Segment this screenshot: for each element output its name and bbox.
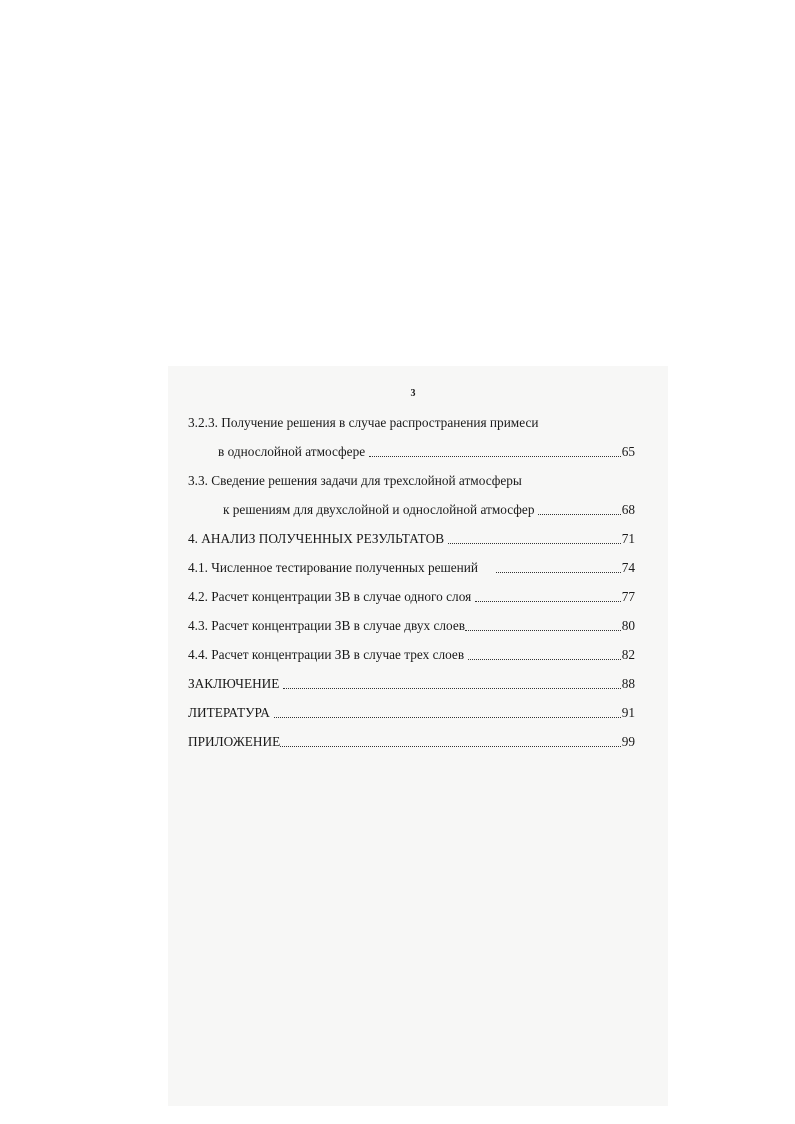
toc-entry-label: 4. АНАЛИЗ ПОЛУЧЕННЫХ РЕЗУЛЬТАТОВ (188, 531, 445, 546)
toc-page-number: 71 (621, 531, 635, 546)
dot-leader (448, 542, 621, 544)
toc-page-number: 88 (621, 676, 635, 691)
dot-leader (465, 629, 621, 631)
toc-page-number: 82 (621, 647, 635, 662)
toc-entry-label: 4.2. Расчет концентрации ЗВ в случае одного слоя (188, 589, 472, 604)
dot-leader (369, 455, 621, 457)
toc-page-number: 77 (621, 589, 635, 604)
toc-entry-label: ЗАКЛЮЧЕНИЕ (188, 676, 280, 691)
toc-entry-conclusion[interactable] (188, 674, 635, 694)
toc-page-number: 99 (621, 734, 635, 749)
toc-entry-4[interactable] (188, 529, 635, 549)
toc-entry-3-3-line1 (188, 471, 522, 491)
dot-leader (468, 658, 621, 660)
toc-entry-literature[interactable] (188, 703, 635, 723)
dot-leader (496, 571, 621, 573)
toc-entry-label: 3.3. Сведение решения задачи для трехслойной атмосферы (188, 473, 522, 488)
toc-entry-label: 4.4. Расчет концентрации ЗВ в случае трех слоев (188, 647, 465, 662)
toc-entry-4-2[interactable] (188, 587, 635, 607)
toc-page-number: 91 (621, 705, 635, 720)
toc-page-number: 74 (621, 560, 635, 575)
toc-entry-label: 4.3. Расчет концентрации ЗВ в случае двух слоев (188, 618, 466, 633)
toc-entry-label: в однослойной атмосфере (218, 444, 366, 459)
dot-leader (280, 745, 620, 747)
toc-page-number: 80 (621, 618, 635, 633)
toc-entry-3-2-3-line2[interactable] (218, 442, 635, 462)
dot-leader (274, 716, 621, 718)
toc-entry-label: 4.1. Численное тестирование полученных решений (188, 560, 479, 575)
dot-leader (283, 687, 620, 689)
toc-entry-label: к решениям для двухслойной и однослойной атмосфер (223, 502, 535, 517)
dot-leader (475, 600, 621, 602)
toc-page-number: 68 (621, 502, 635, 517)
toc-entry-3-2-3-line1 (188, 413, 538, 433)
toc-entry-appendix[interactable] (188, 732, 635, 752)
toc-entry-3-3-line2[interactable] (223, 500, 635, 520)
page-number: 3 (410, 388, 416, 399)
dot-leader (538, 513, 620, 515)
toc-entry-4-4[interactable] (188, 645, 635, 665)
toc-page-number: 65 (621, 444, 635, 459)
toc-entry-label: ПРИЛОЖЕНИЕ (188, 734, 281, 749)
toc-entry-label: 3.2.3. Получение решения в случае распространения примеси (188, 415, 539, 430)
toc-entry-4-1[interactable] (188, 558, 635, 578)
toc-entry-label: ЛИТЕРАТУРА (188, 705, 270, 720)
toc-entry-4-3[interactable] (188, 616, 635, 636)
